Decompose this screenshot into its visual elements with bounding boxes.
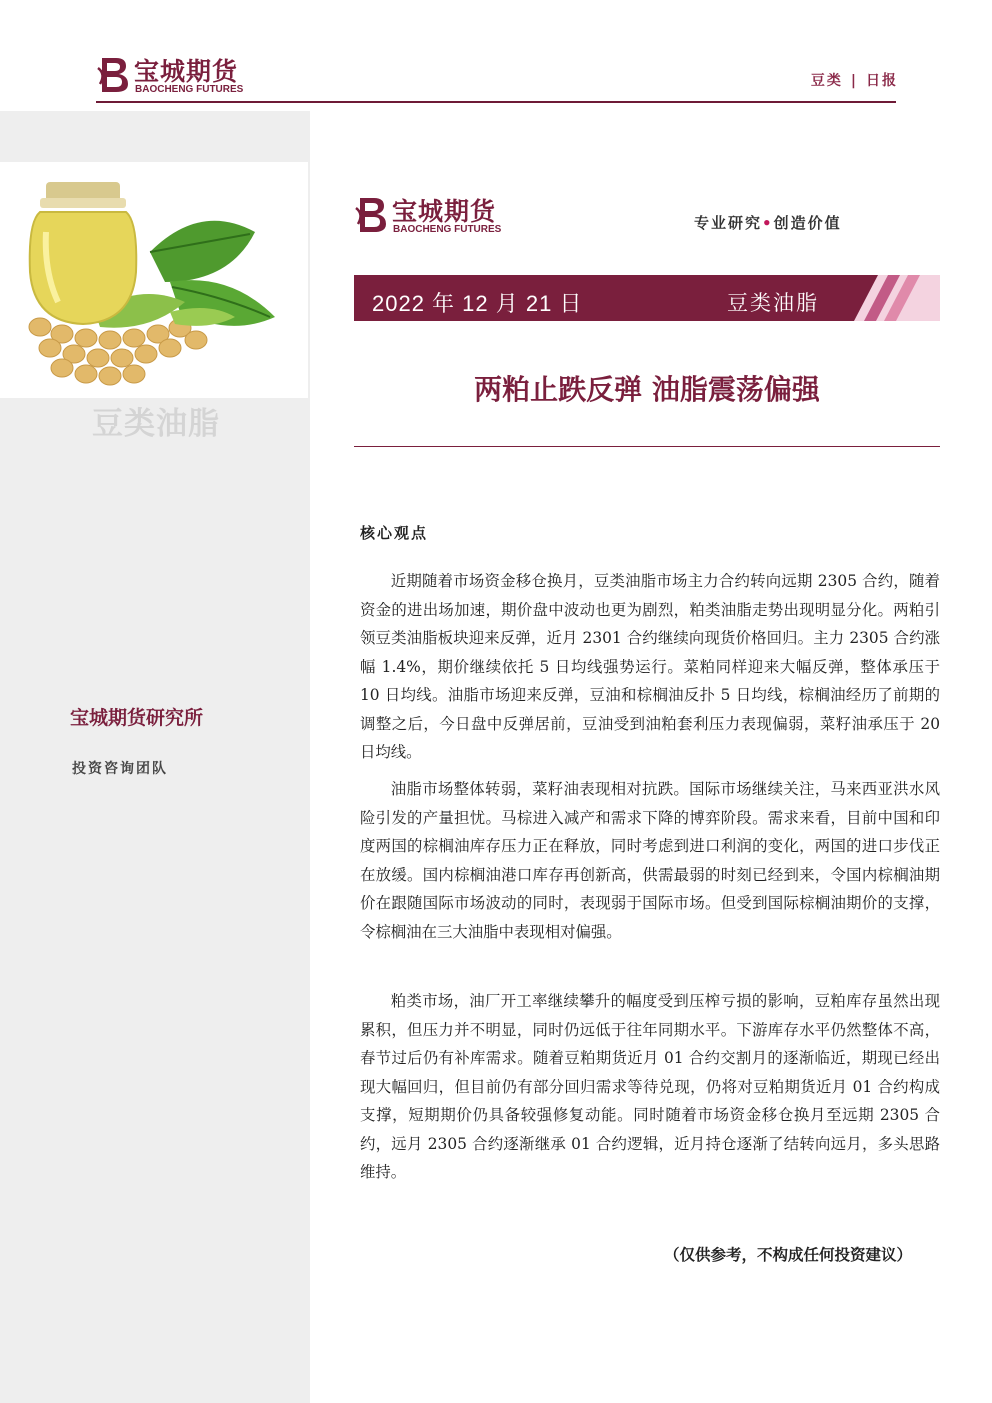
paragraph-2: 油脂市场整体转弱，菜籽油表现相对抗跌。国际市场继续关注，马来西亚洪水风险引发的产量担忧。马棕进入减产和需求下降的博弈阶段。需求来看，目前中国和印度两国的棕榈油库存压力正在释放，同时考虑到进口利润的变化，两国的进口步伐正在放缓。国内棕榈油港口库存再创新高，供需最弱的时刻已经到来，令国内棕榈油期价在跟随国际市场波动的同时，表现弱于国际市场。但受到国际棕榈油期价的支撑，令棕榈油在三大油脂中表现相对偏强。: [360, 780, 940, 941]
header-divider: [96, 101, 896, 103]
header-report-tag: [811, 70, 898, 90]
company-slogan: [694, 212, 842, 233]
slogan-left: 专业研究: [694, 214, 763, 232]
soybean-oil-image: [0, 162, 308, 398]
paragraph-1: 近期随着市场资金移仓换月，豆类油脂市场主力合约转向远期 2305 合约，随着资金的进出场加速，期价盘中波动也更为剧烈，粕类油脂走势出现明显分化。两粕引领豆类油脂板块迎来反弹，近月 2301 合约继续向现货价格回归。主力 2305 合约涨幅 1.4%，期价继续依托 5 日均线强势运行。菜粕同样迎来大幅反弹，整体承压于 10 日均线。油脂市场迎来反弹，豆油和棕榈油反扑 5 日均线，棕榈油经历了前期的调整之后，今日盘中反弹居前，豆油受到油粕套利压力表现偏弱，菜籽油承压于 20 日均线。: [360, 572, 940, 761]
logo-en-text: BAOCHENG FUTURES: [393, 224, 502, 235]
logo-en-text: BAOCHENG FUTURES: [135, 84, 244, 95]
slogan-dot: •: [762, 214, 774, 232]
report-category: 豆类油脂: [727, 291, 819, 315]
paragraph-3: 粕类市场，油厂开工率继续攀升的幅度受到压榨亏损的影响，豆粕库存虽然出现累积，但压力并不明显，同时仍远低于往年同期水平。下游库存水平仍然整体不高，春节过后仍有补库需求。随着豆粕期货近月 01 合约交割月的逐渐临近，期现已经出现大幅回归，但目前仍有部分回归需求等待兑现，仍将对豆粕期货近月 01 合约构成支撑，短期期价仍具备较强修复动能。同时随着市场资金移仓换月至远期 2305 合约，远月 2305 合约逐渐继承 01 合约逻辑，近月持仓逐渐了结转向远月，多头思路维持。: [360, 992, 940, 1181]
sidebar-section-title: 豆类油脂: [92, 406, 220, 442]
header-category: 豆类: [810, 73, 843, 89]
header-report-type: 日报: [866, 73, 898, 89]
main-logo: [354, 192, 524, 238]
soybean-oil-illustration: [0, 162, 308, 398]
logo-cn-text: 宝城期货: [134, 57, 239, 86]
baocheng-logo-icon: [354, 194, 388, 234]
header-separator: |: [850, 73, 858, 89]
report-title: 两粕止跌反弹 油脂震荡偏强: [474, 373, 820, 406]
research-institute-name: 宝城期货研究所: [70, 707, 204, 729]
research-team-name: 投资咨询团队: [72, 761, 168, 777]
disclaimer: （仅供参考，不构成任何投资建议）: [664, 1246, 913, 1264]
logo-cn-text: 宝城期货: [392, 197, 497, 226]
report-date: 2022 年 12 月 21 日: [372, 291, 583, 316]
header-logo: [96, 52, 256, 98]
section-heading: 核心观点: [360, 524, 429, 542]
baocheng-logo-icon: [96, 54, 130, 94]
slogan-right: 创造价值: [773, 214, 842, 232]
title-divider: [354, 446, 940, 447]
